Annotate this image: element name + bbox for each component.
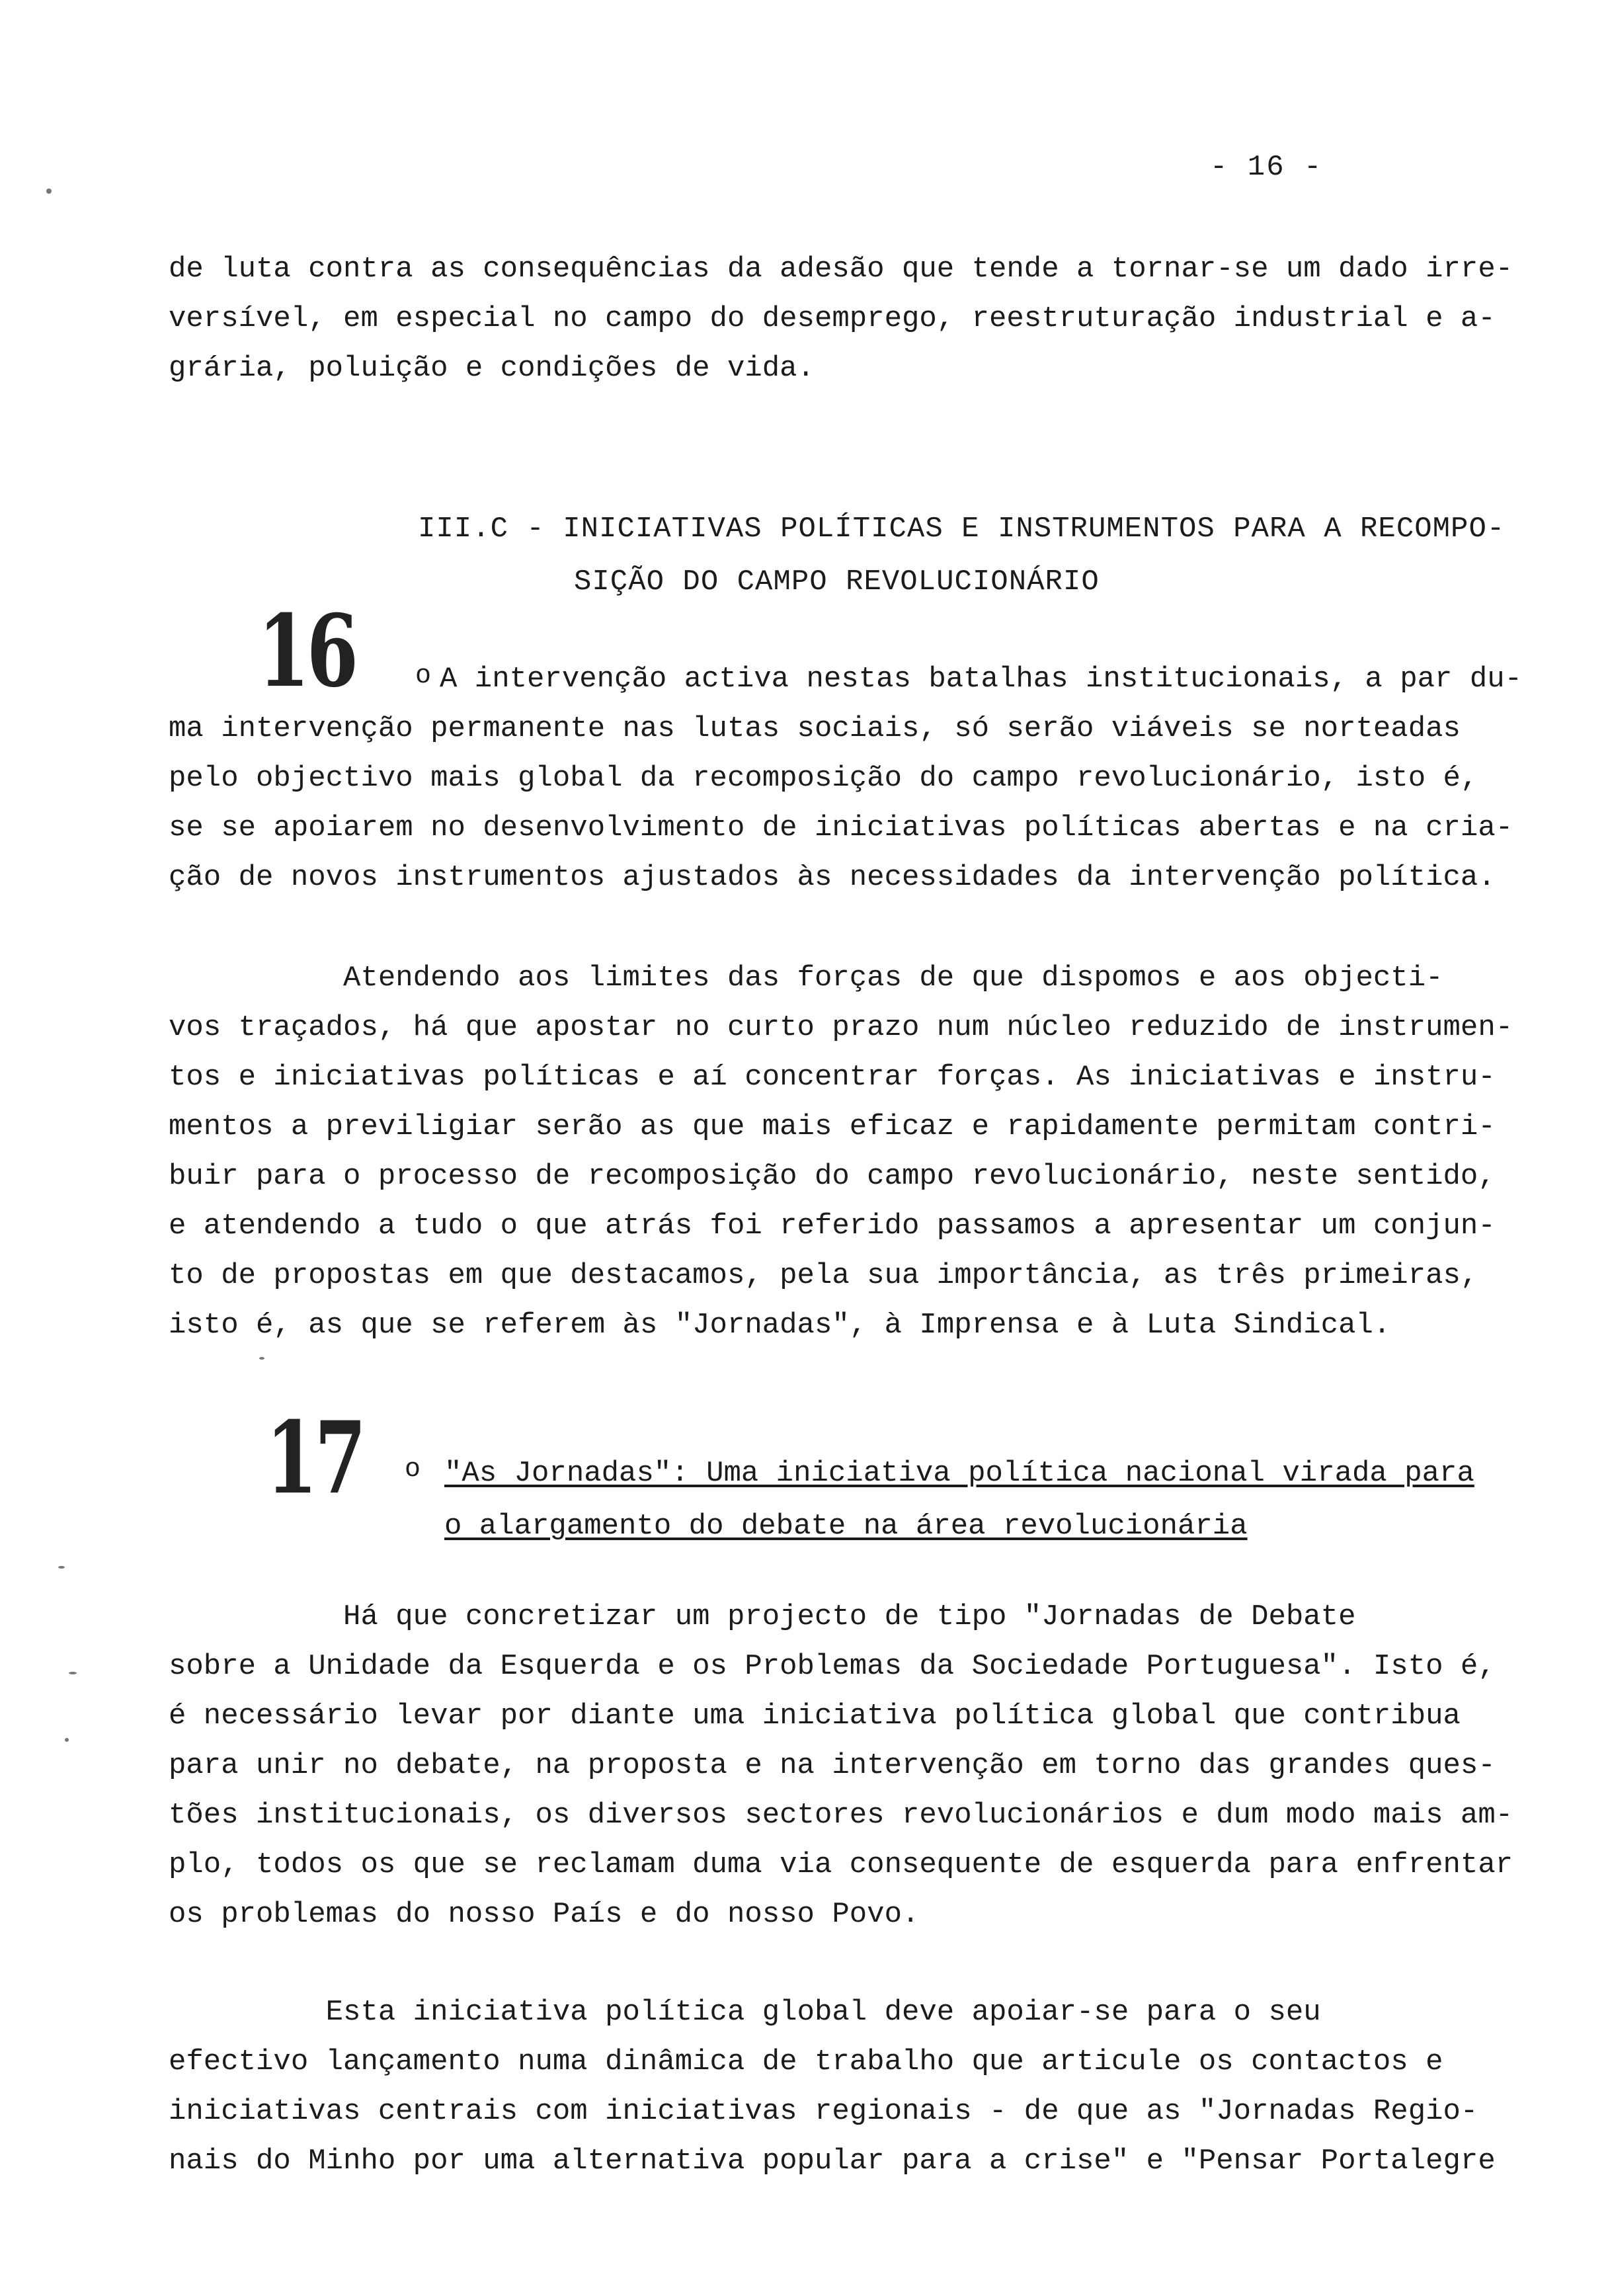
- text-line: grária, poluição e condições de vida.: [169, 352, 815, 385]
- text-line: de luta contra as consequências da adesão que tende a tornar-se um dado irre-: [169, 253, 1513, 286]
- section-heading: [418, 503, 1505, 608]
- text-line: A intervenção activa nestas batalhas institucionais, a par du-: [440, 663, 1523, 696]
- text-line: para unir no debate, na proposta e na intervenção em torno das grandes ques-: [169, 1749, 1496, 1782]
- text-line: e atendendo a tudo o que atrás foi referido passamos a apresentar um conjun-: [169, 1210, 1496, 1243]
- point-16-paragraph: [169, 655, 1523, 903]
- text-line: ção de novos instrumentos ajustados às necessidades da intervenção política.: [169, 861, 1496, 894]
- text-line: versível, em especial no campo do desemprego, reestruturação industrial e a-: [169, 302, 1496, 335]
- text-line: Há que concretizar um projecto de tipo "Jornadas de Debate: [169, 1600, 1356, 1633]
- text-line: pelo objectivo mais global da recomposição do campo revolucionário, isto é,: [169, 762, 1478, 795]
- scan-speck: [46, 188, 52, 194]
- text-line: os problemas do nosso País e do nosso Povo.: [169, 1898, 920, 1931]
- text-line: Atendendo aos limites das forças de que dispomos e aos objecti-: [169, 962, 1443, 995]
- point-17-title: [444, 1447, 1474, 1553]
- point-16-paragraph-2: [169, 954, 1511, 1350]
- text-line: to de propostas em que destacamos, pela sua importância, as três primeiras,: [169, 1259, 1478, 1292]
- text-line: buir para o processo de recomposição do campo revolucionário, neste sentido,: [169, 1160, 1496, 1193]
- scan-speck: [259, 1357, 264, 1360]
- text-line: sobre a Unidade da Esquerda e os Problemas da Sociedade Portuguesa". Isto é,: [169, 1650, 1496, 1683]
- section-heading-line1: III.C - INICIATIVAS POLÍTICAS E INSTRUMENTOS PARA A RECOMPO-: [418, 512, 1506, 546]
- point-17-title-line2: o alargamento do debate na área revolucionária: [444, 1510, 1248, 1543]
- section-heading-line2: SIÇÃO DO CAMPO REVOLUCIONÁRIO: [574, 565, 1100, 598]
- point-16-marker: o: [415, 661, 432, 691]
- text-line: nais do Minho por uma alternativa popular para a crise" e "Pensar Portalegre: [169, 2145, 1496, 2178]
- text-line: tos e iniciativas políticas e aí concentrar forças. As iniciativas e instru-: [169, 1061, 1496, 1094]
- scan-speck: [58, 1566, 65, 1569]
- text-line: tões institucionais, os diversos sectores revolucionários e dum modo mais am-: [169, 1799, 1513, 1832]
- text-line: vos traçados, há que apostar no curto prazo num núcleo reduzido de instrumen-: [169, 1011, 1513, 1044]
- text-line: se se apoiarem no desenvolvimento de iniciativas políticas abertas e na cria-: [169, 811, 1513, 844]
- text-line: mentos a previligiar serão as que mais eficaz e rapidamente permitam contri-: [169, 1110, 1496, 1143]
- point-17-title-line1: "As Jornadas": Uma iniciativa política nacional virada para: [444, 1457, 1474, 1490]
- text-line: iniciativas centrais com iniciativas regionais - de que as "Jornadas Regio-: [169, 2095, 1478, 2128]
- point-17-marker: o: [405, 1455, 421, 1485]
- point-17-number: 17: [266, 1400, 364, 1516]
- text-line: ma intervenção permanente nas lutas sociais, só serão viáveis se norteadas: [169, 712, 1461, 745]
- intro-paragraph: [169, 245, 1511, 393]
- text-line: efectivo lançamento numa dinâmica de trabalho que articule os contactos e: [169, 2045, 1443, 2078]
- text-line: Esta iniciativa política global deve apoiar-se para o seu: [169, 1996, 1321, 2029]
- text-line: isto é, as que se referem às "Jornadas", à Imprensa e à Luta Sindical.: [169, 1309, 1391, 1342]
- point-16-number: 16: [258, 593, 356, 710]
- scan-speck: [69, 1672, 77, 1674]
- text-line: plo, todos os que se reclamam duma via consequente de esquerda para enfrentar: [169, 1848, 1513, 1881]
- page-number: - 16 -: [1210, 151, 1323, 184]
- scan-speck: [65, 1738, 69, 1742]
- text-line: é necessário levar por diante uma iniciativa política global que contribua: [169, 1700, 1461, 1733]
- point-17-paragraph-1: [169, 1592, 1511, 1940]
- point-17-paragraph-2: [169, 1988, 1511, 2186]
